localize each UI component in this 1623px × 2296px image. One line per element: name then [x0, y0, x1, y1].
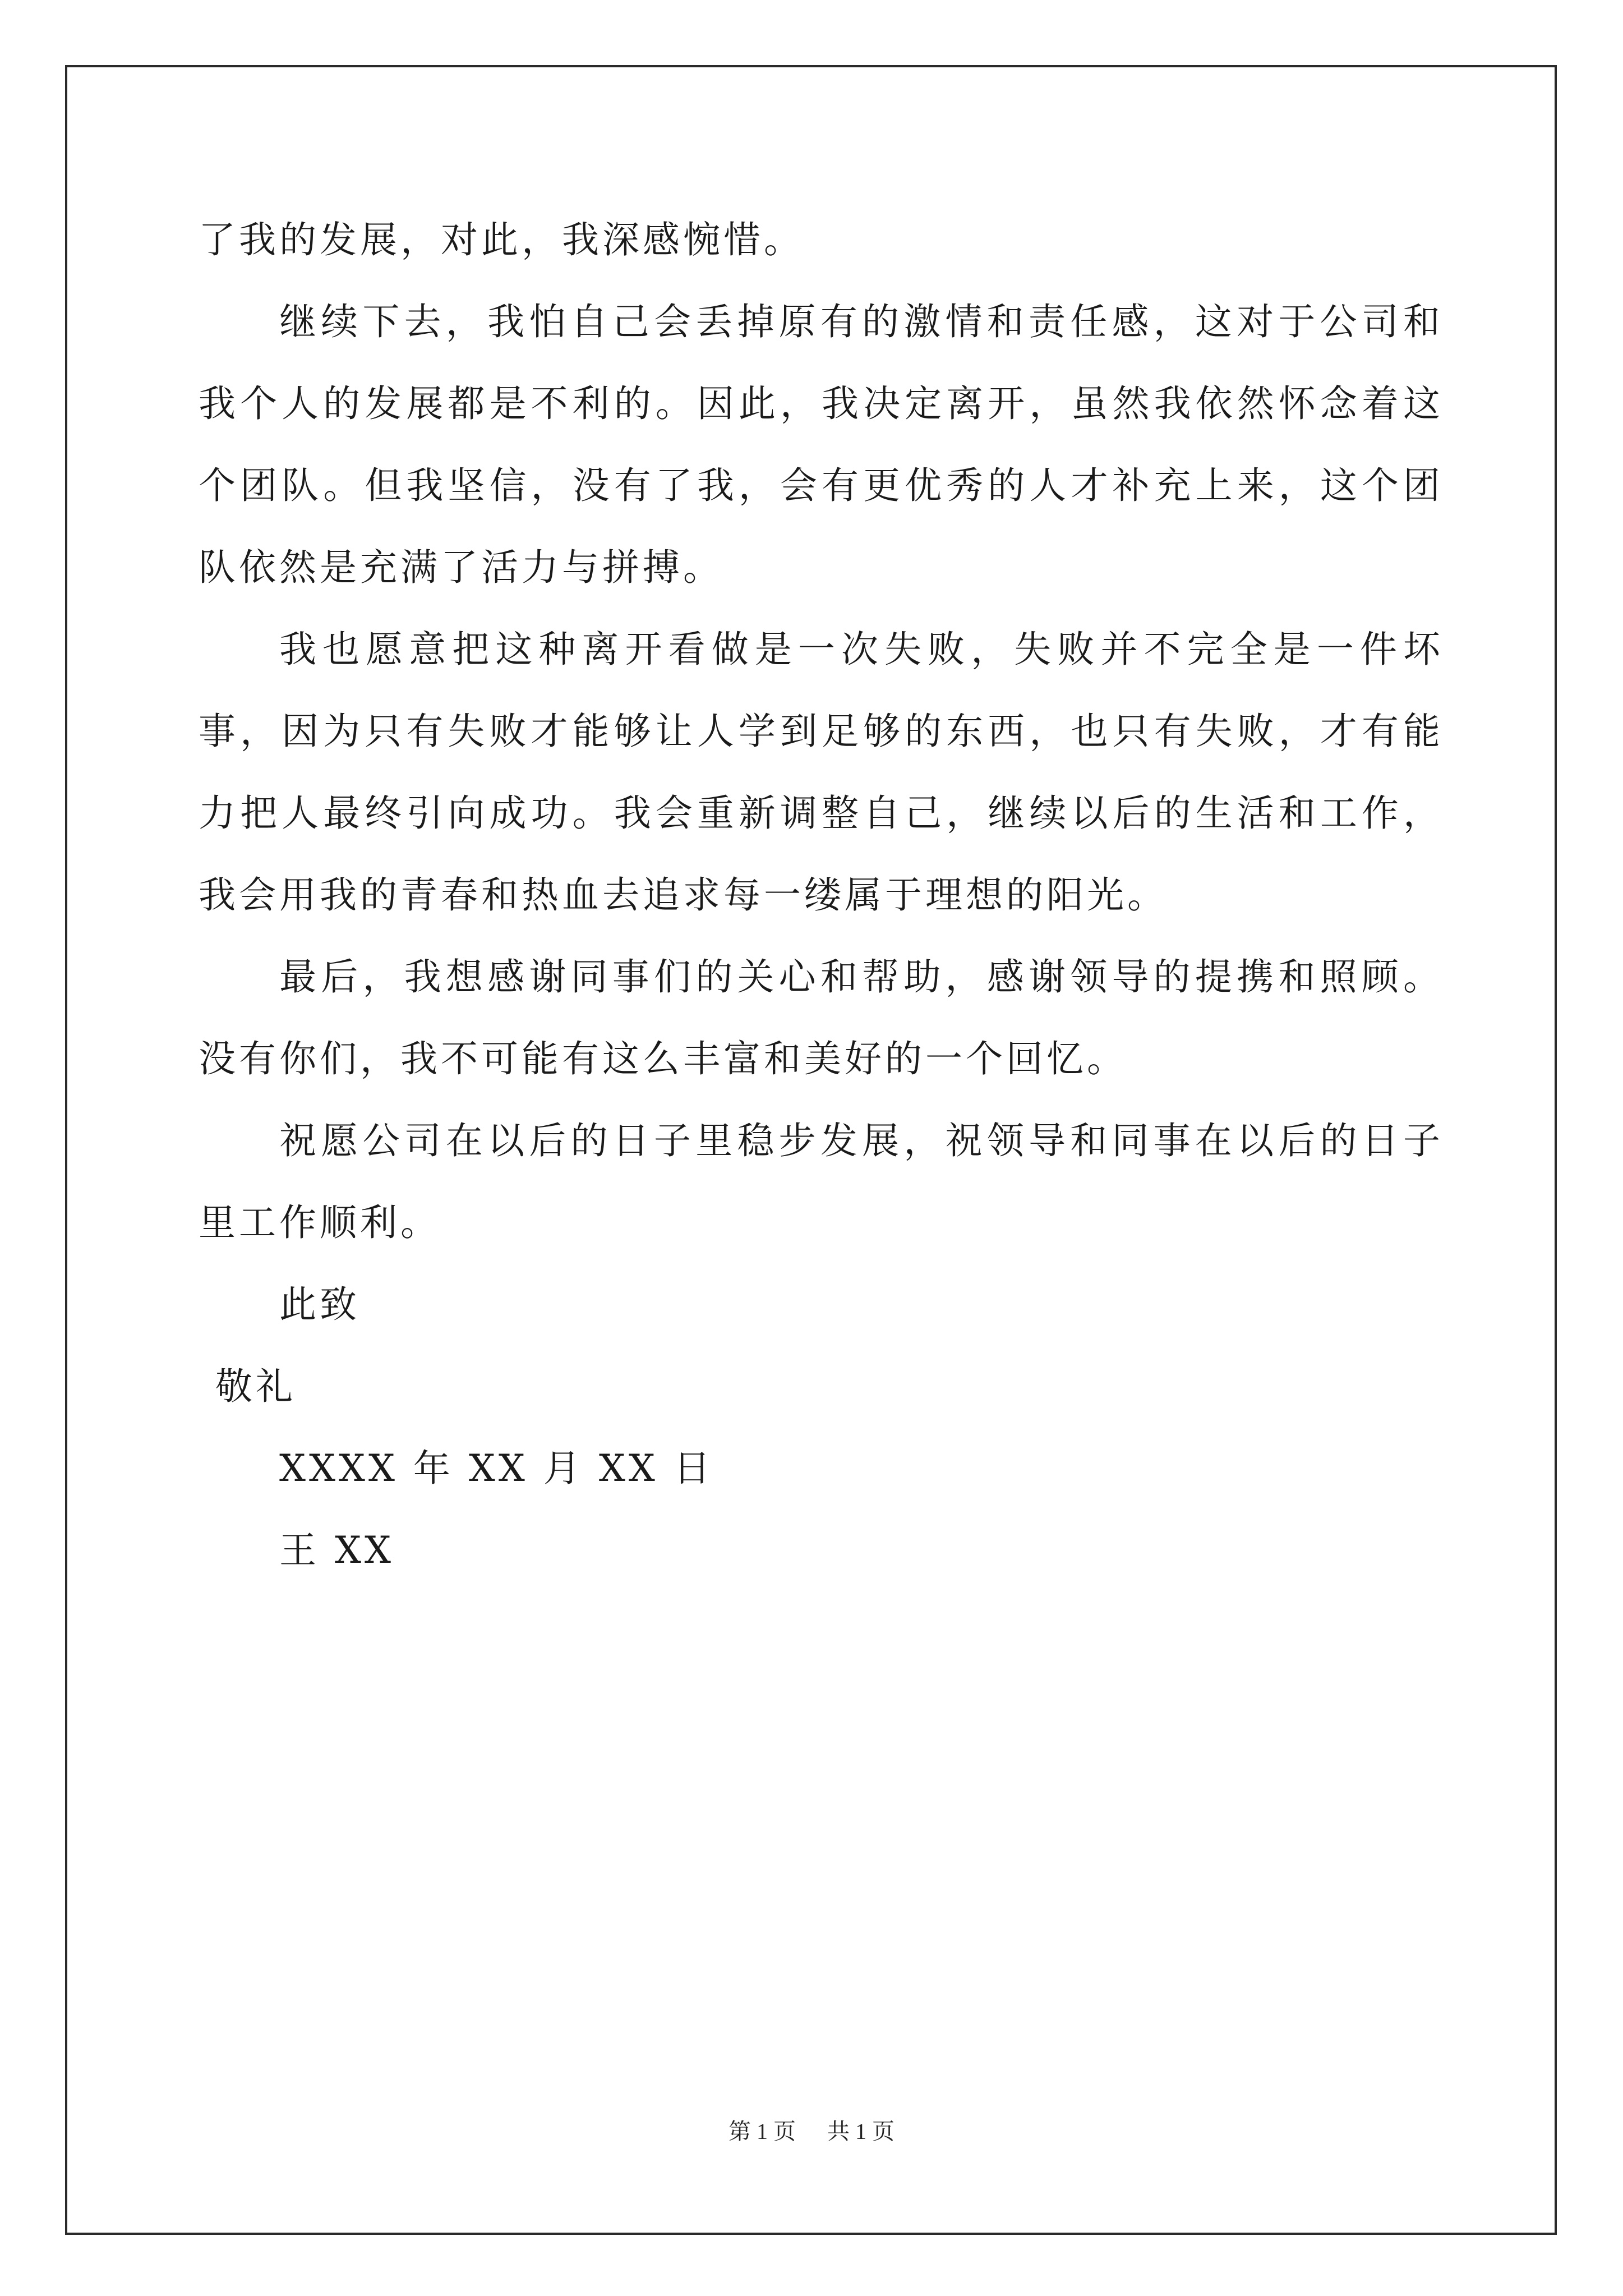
letter-body	[199, 199, 1444, 1591]
page-number-current: 第 1 页	[728, 2119, 796, 2144]
paragraph-1: 了我的发展，对此，我深感惋惜。	[199, 218, 804, 261]
page-number-total: 共 1 页	[827, 2119, 895, 2144]
signature: 王 XX	[279, 1529, 394, 1572]
paragraph-4: 最后，我想感谢同事们的关心和帮助，感谢领导的提携和照顾。没有你们，我不可能有这么丰富和美好的一个回忆。	[199, 955, 1444, 1080]
paragraph-3: 我也愿意把这种离开看做是一次失败，失败并不完全是一件坏事，因为只有失败才能够让人学到足够的东西，也只有失败，才有能力把人最终引向成功。我会重新调整自己，继续以后的生活和工作，我会用我的青春和热血去追求每一缕属于理想的阳光。	[199, 628, 1444, 917]
paragraph-2: 继续下去，我怕自己会丢掉原有的激情和责任感，这对于公司和我个人的发展都是不利的。因此，我决定离开，虽然我依然怀念着这个团队。但我坚信，没有了我，会有更优秀的人才补充上来，这个团队依然是充满了活力与拼搏。	[199, 300, 1444, 589]
closing-phrase: 此致	[279, 1283, 360, 1326]
salute: 敬礼	[215, 1365, 296, 1408]
letter-date: XXXX 年 XX 月 XX 日	[279, 1447, 714, 1490]
page-footer	[0, 2116, 1623, 2147]
paragraph-5: 祝愿公司在以后的日子里稳步发展，祝领导和同事在以后的日子里工作顺利。	[199, 1119, 1444, 1244]
